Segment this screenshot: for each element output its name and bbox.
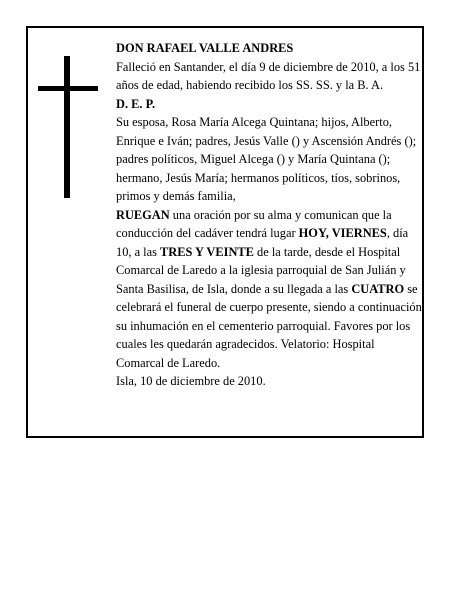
day-highlight: HOY, VIERNES xyxy=(298,226,387,240)
cross-icon xyxy=(38,56,98,198)
deceased-name: DON RAFAEL VALLE ANDRES xyxy=(116,41,294,55)
dep-line: D. E. P. xyxy=(116,96,156,111)
cross-vertical-bar xyxy=(64,56,70,198)
funeral-time: CUATRO xyxy=(351,281,405,296)
departure-time: TRES Y VEINTE xyxy=(160,244,254,259)
request-text-3: de la tarde, desde el Hospital Comarcal de Laredo a la iglesia parroquial de San Julián y Santa Basilisa, de Isla, donde a su llegada a las xyxy=(116,244,406,296)
funeral-request xyxy=(116,206,422,373)
request-text-1: una oración por su alma y comunican que la conducción del cadáver tendrá lugar xyxy=(116,207,392,240)
notice-text xyxy=(116,39,422,391)
request-text-2: , día 10, a las xyxy=(116,226,409,259)
place-date: Isla, 10 de diciembre de 2010. xyxy=(116,374,266,388)
death-announcement: Falleció en Santander, el día 9 de diciembre de 2010, a los 51 años de edad, habiendo recibido los SS. SS. y la B. A. xyxy=(116,59,421,92)
cross-horizontal-bar xyxy=(38,86,98,91)
family-list: Su esposa, Rosa María Alcega Quintana; hijos, Alberto, Enrique e Iván; padres, Jesús Valle () y Ascensión Andrés (); padres políticos, Miguel Alcega () y María Quintana (); hermano, Jesús María; hermanos políticos, tíos, sobrinos, primos y demás familia, xyxy=(116,115,417,203)
ruegan-text: RUEGAN xyxy=(116,207,170,222)
obituary-notice xyxy=(26,26,424,438)
request-text-4: se celebrará el funeral de cuerpo presente, siendo a continuación su inhumación en el cementerio parroquial. Favores por los cuales les quedarán agradecidos. Velatorio: Hospital Comarcal de Laredo. xyxy=(116,281,422,370)
